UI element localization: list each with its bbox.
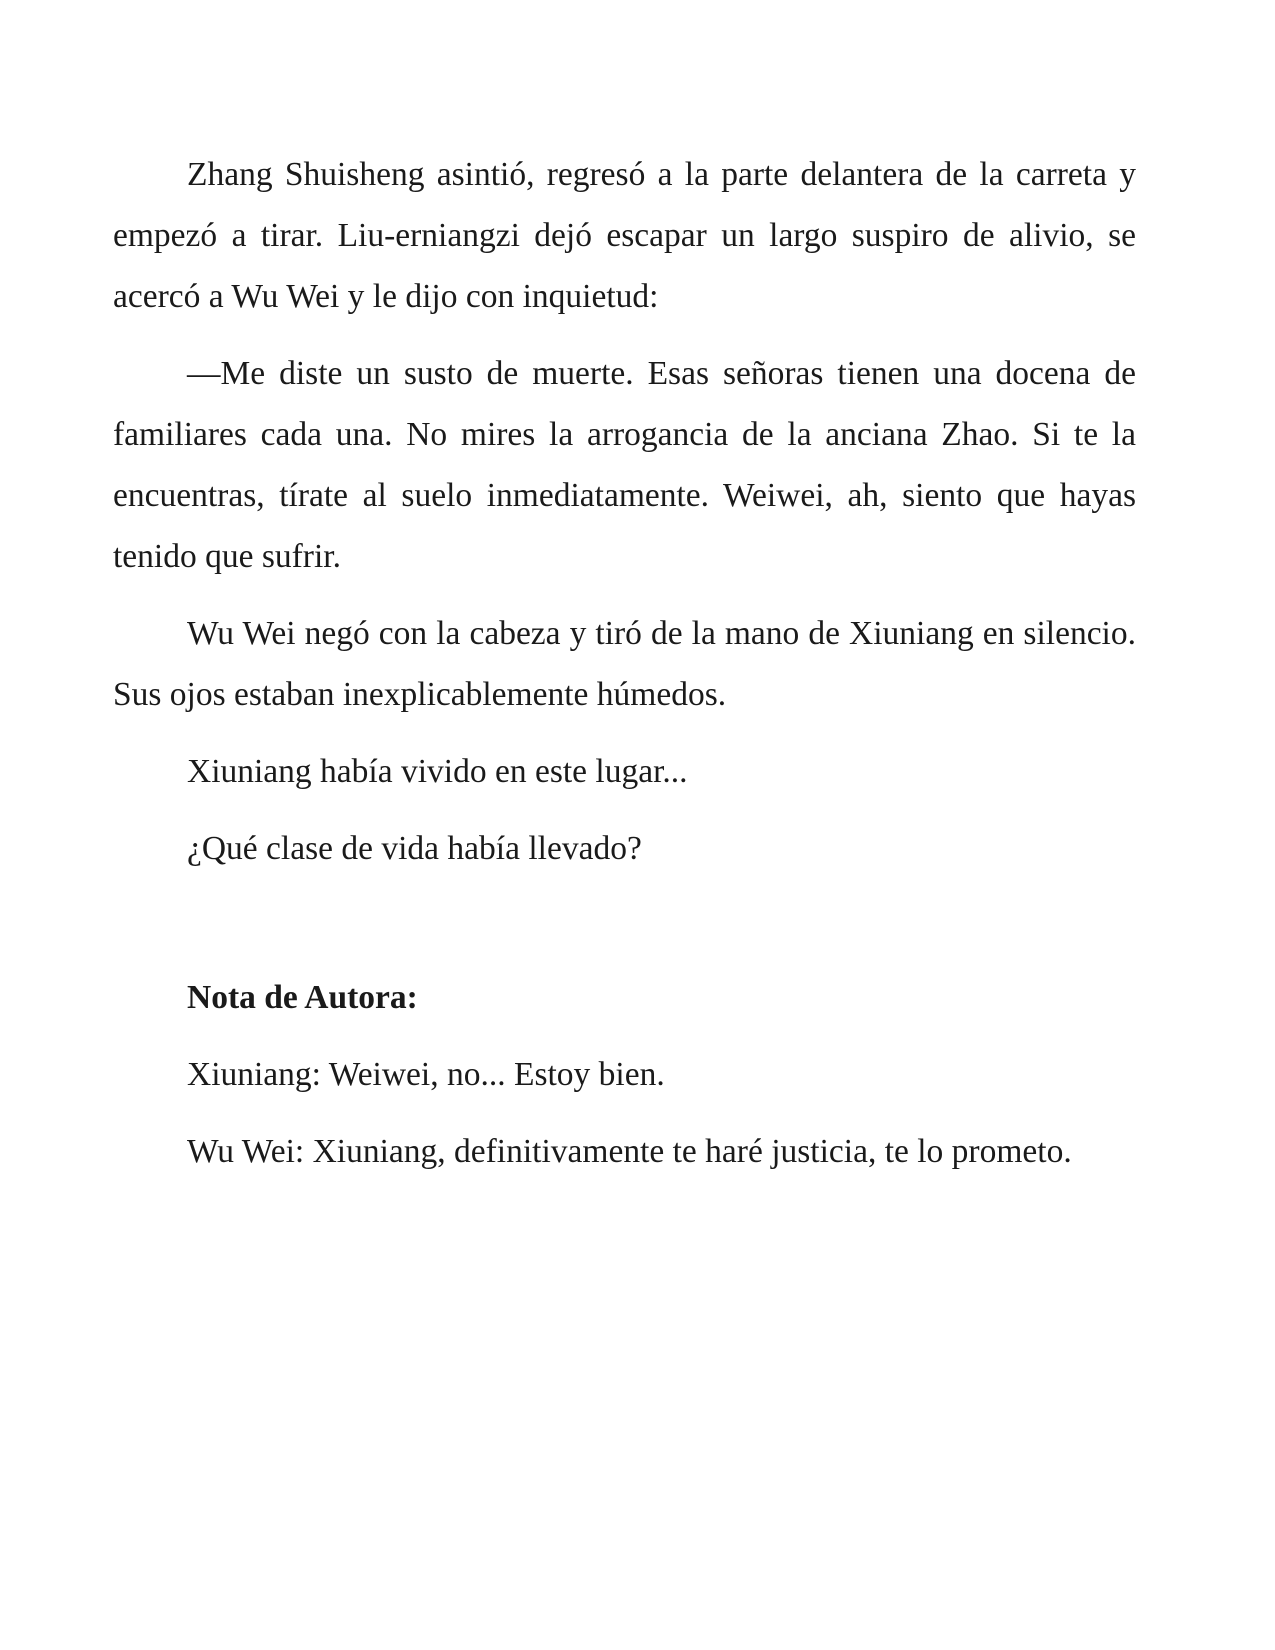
author-note-heading: Nota de Autora: <box>187 979 418 1016</box>
paragraph: ¿Qué clase de vida había llevado? <box>187 830 642 867</box>
author-note-line: Xiuniang: Weiwei, no... Estoy bien. <box>187 1056 665 1093</box>
paragraph: Xiuniang había vivido en este lugar... <box>187 753 688 790</box>
paragraph: —Me diste un susto de muerte. Esas señoras tienen una docena de familiares cada una. No mires la arrogancia de la anciana Zhao. Si te la encuentras, tírate al suelo inmediatamente. Weiwei, ah, siento que hayas tenido que sufrir. <box>113 355 1136 575</box>
paragraph: Zhang Shuisheng asintió, regresó a la parte delantera de la carreta y empezó a tirar. Liu-erniangzi dejó escapar un largo suspiro de alivio, se acercó a Wu Wei y le dijo con inquietud: <box>113 156 1136 315</box>
author-note-line: Wu Wei: Xiuniang, definitivamente te haré justicia, te lo prometo. <box>187 1133 1072 1170</box>
paragraph: Wu Wei negó con la cabeza y tiró de la mano de Xiuniang en silencio. Sus ojos estaban inexplicablemente húmedos. <box>113 615 1136 713</box>
section-spacer <box>113 895 1136 967</box>
body-text <box>113 144 1136 1198</box>
